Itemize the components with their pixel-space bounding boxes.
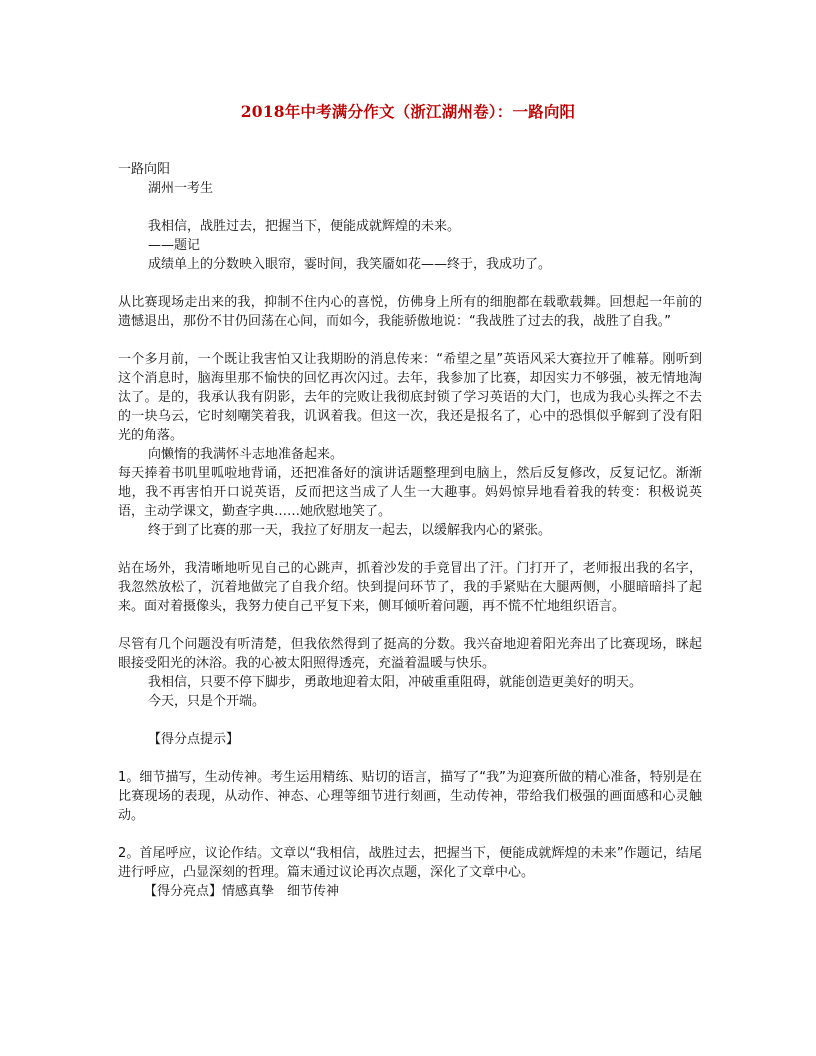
essay-paragraph-1: 成绩单上的分数映入眼帘，霎时间，我笑靥如花——终于，我成功了。 (148, 257, 552, 272)
scoring-point-2: 2。首尾呼应，议论作结。文章以“我相信，战胜过去，把握当下，便能成就辉煌的未来”作题记，结尾进行呼应，凸显深刻的哲理。篇末通过议论再次点题，深化了文章中心。 (118, 846, 702, 880)
essay-paragraph-3: 一个多月前，一个既让我害怕又让我期盼的消息传来：“希望之星”英语风采大赛拉开了帷幕。刚听到这个消息时，脑海里那不愉快的回忆再次闪过。去年，我参加了比赛，却因实力不够强，被无情地淘汰了。是的，我承认我有阴影，去年的完败让我彻底封锁了学习英语的大门，也成为我心头挥之不去的一块乌云，它时刻嘲笑着我，讥讽着我。但这一次，我还是报名了，心中的恐惧似乎解到了没有阳光的角落。 (118, 352, 702, 443)
essay-paragraph-7: 站在场外，我清晰地听见自己的心跳声，抓着沙发的手竟冒出了汗。门打开了，老师报出我的名字，我忽然放松了，沉着地做完了自我介绍。快到提问环节了，我的手紧贴在大腿两侧，小腿暗暗抖了起来。面对着摄像头，我努力使自己平复下来，侧耳倾听着问题，再不慌不忙地组织语言。 (118, 561, 702, 614)
essay-paragraph-9: 我相信，只要不停下脚步，勇敢地迎着太阳，冲破重重阻碍，就能创造更美好的明天。 (148, 675, 643, 690)
spacer (118, 825, 702, 844)
essay-paragraph-10: 今天，只是个开端。 (148, 694, 266, 709)
essay-paragraph-4: 向懒惰的我满怀斗志地准备起来。 (148, 447, 344, 462)
essay-heading: 一路向阳 (118, 162, 171, 177)
essay-author: 湖州一考生 (148, 181, 214, 196)
spacer (118, 331, 702, 350)
spacer (118, 540, 702, 559)
spacer (118, 749, 702, 768)
scoring-point-1: 1。细节描写，生动传神。考生运用精练、贴切的语言，描写了“我”为迎赛所做的精心准备，特别是在比赛现场的表现，从动作、神态、心理等细节进行刻画，生动传神，带给我们极强的画面感和心灵触动。 (118, 770, 702, 823)
scoring-highlights: 【得分亮点】情感真挚 细节传神 (144, 884, 340, 899)
essay-epigraph: 我相信，战胜过去，把握当下，便能成就辉煌的未来。 (148, 219, 461, 234)
essay-content (118, 160, 702, 901)
spacer (118, 274, 702, 293)
essay-paragraph-2: 从比赛现场走出来的我，抑制不住内心的喜悦，仿佛身上所有的细胞都在载歌载舞。回想起一年前的遗憾退出，那份不甘仍回荡在心间，而如今，我能骄傲地说：“我战胜了过去的我，战胜了自我。” (118, 295, 702, 329)
essay-paragraph-6: 终于到了比赛的那一天，我拉了好朋友一起去，以缓解我内心的紧张。 (148, 523, 552, 538)
scoring-heading: 【得分点提示】 (148, 732, 240, 747)
essay-paragraph-5: 每天捧着书叽里呱啦地背诵，还把准备好的演讲话题整理到电脑上，然后反复修改，反复记忆。渐渐地，我不再害怕开口说英语，反而把这当成了人生一大趣事。妈妈惊异地看着我的转变：积极说英语，主动学课文，勤查字典……她欣慰地笑了。 (118, 466, 702, 519)
document-title: 2018年中考满分作文（浙江湖州卷）：一路向阳 (240, 102, 576, 121)
essay-paragraph-8: 尽管有几个问题没有听清楚，但我依然得到了挺高的分数。我兴奋地迎着阳光奔出了比赛现场，眯起眼接受阳光的沐浴。我的心被太阳照得透亮，充溢着温暖与快乐。 (118, 637, 702, 671)
spacer (118, 616, 702, 635)
spacer (118, 711, 702, 730)
spacer (118, 198, 702, 217)
essay-epigraph-source: ——题记 (148, 238, 201, 253)
